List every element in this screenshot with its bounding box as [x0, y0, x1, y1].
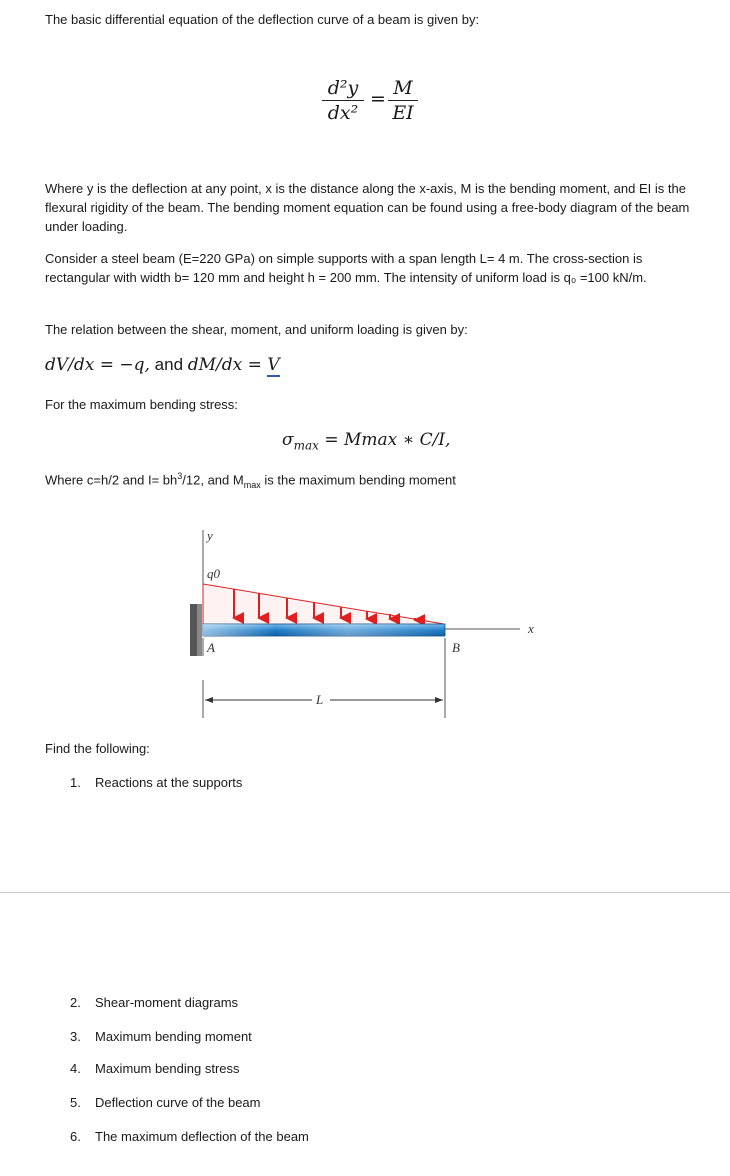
point-b-label: B — [452, 640, 460, 655]
q0-label: q0 — [207, 566, 220, 581]
list-item: 1. Reactions at the supports — [70, 775, 243, 790]
shear-v-link: V — [267, 355, 280, 375]
sigma-rhs: = Mmax ∗ C/I, — [318, 430, 451, 450]
rhs-numerator: M — [393, 77, 413, 99]
and-text: and — [149, 355, 188, 374]
max-stress-label: For the maximum bending stress: — [45, 397, 238, 412]
equals-sign: = — [370, 88, 386, 110]
intro-text: The basic differential equation of the deflection curve of a beam is given by: — [45, 12, 480, 27]
lhs-numerator: d²y — [327, 77, 359, 99]
page-divider — [0, 892, 730, 893]
list-item: 2. Shear-moment diagrams — [70, 995, 239, 1010]
list-item: 6. The maximum deflection of the beam — [70, 1129, 309, 1144]
y-axis-label: y — [207, 528, 213, 543]
point-a-label: A — [207, 640, 215, 655]
x-axis-label: x — [528, 621, 534, 636]
where-paragraph: Where y is the deflection at any point, x is the distance along the x-axis, M is the bending moment, and EI is the flexural rigidity of the beam. The bending moment equation can be found using a free-body diagram of the beam under loading. — [45, 181, 690, 234]
lhs-denominator: dx² — [327, 102, 359, 124]
find-label: Find the following: — [45, 741, 150, 756]
rhs-denominator: EI — [392, 102, 414, 124]
list-item: 4. Maximum bending stress — [70, 1061, 240, 1076]
sigma-symbol: σ — [282, 430, 294, 450]
consider-paragraph: Consider a steel beam (E=220 GPa) on simple supports with a span length L= 4 m. The cross-section is rectangular with width b= 120 mm and height h = 200 mm. The intensity of uniform load is q₀ =100 kN/m. — [45, 251, 647, 285]
sigma-subscript: max — [293, 438, 319, 453]
length-label: L — [316, 692, 324, 707]
list-item: 5. Deflection curve of the beam — [70, 1095, 261, 1110]
dv-dx-expression: dV/dx = −q, — [45, 355, 150, 375]
where-c-text: Where c=h/2 and $I= bh^3/12$, and $M_{max}$ is the maximum bending moment — [45, 471, 456, 490]
list-item: 3. Maximum bending moment — [70, 1029, 252, 1044]
dm-dx-expression: dM/dx = — [187, 355, 268, 375]
relation-intro: The relation between the shear, moment, and uniform loading is given by: — [45, 322, 468, 337]
